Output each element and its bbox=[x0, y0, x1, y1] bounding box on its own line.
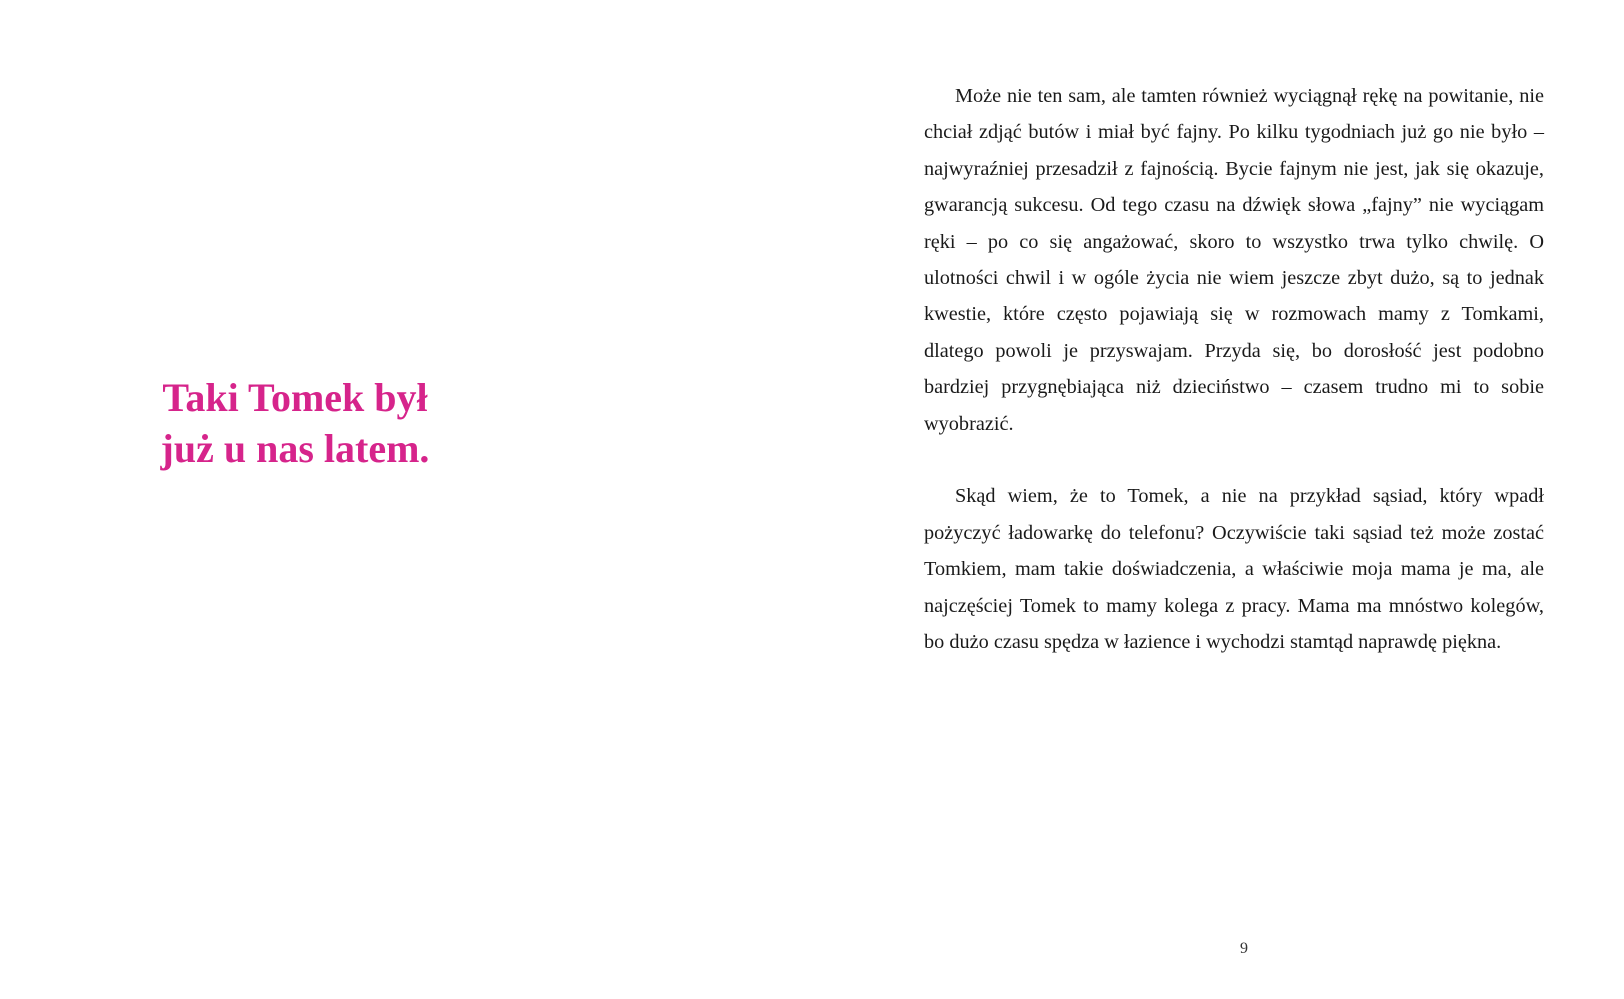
paragraph: Może nie ten sam, ale tamten również wyciągnął rękę na powitanie, nie chciał zdjąć butów i miał być fajny. Po kilku tygodniach już go nie było – najwyraźniej przesadził z fajnością. Bycie fajnym nie jest, jak się okazuje, gwarancją sukcesu. Od tego czasu na dźwięk słowa „fajny” nie wyciągam ręki – po co się angażować, skoro to wszystko trwa tylko chwilę. O ulotności chwil i w ogóle życia nie wiem jeszcze zbyt dużo, są to jednak kwestie, które często pojawiają się w rozmowach mamy z Tomkami, dlatego powoli je przyswajam. Przyda się, bo dorosłość jest podobno bardziej przygnębiająca niż dzieciństwo – czasem trudno mi to sobie wyobrazić. bbox=[924, 85, 1544, 435]
body-text bbox=[924, 78, 1544, 660]
pull-quote bbox=[130, 372, 460, 474]
right-page bbox=[812, 0, 1624, 999]
page-number: 9 bbox=[1240, 940, 1248, 957]
pull-quote-line: Taki Tomek był bbox=[162, 375, 428, 420]
pull-quote-line: już u nas latem. bbox=[160, 426, 430, 471]
paragraph: Skąd wiem, że to Tomek, a nie na przykład sąsiad, który wpadł pożyczyć ładowarkę do telefonu? Oczywiście taki sąsiad też może zostać Tomkiem, mam takie doświadczenia, a właściwie moja mama je ma, ale najczęściej Tomek to mamy kolega z pracy. Mama ma mnóstwo kolegów, bo dużo czasu spędza w łazience i wychodzi stamtąd naprawdę piękna. bbox=[924, 485, 1544, 654]
